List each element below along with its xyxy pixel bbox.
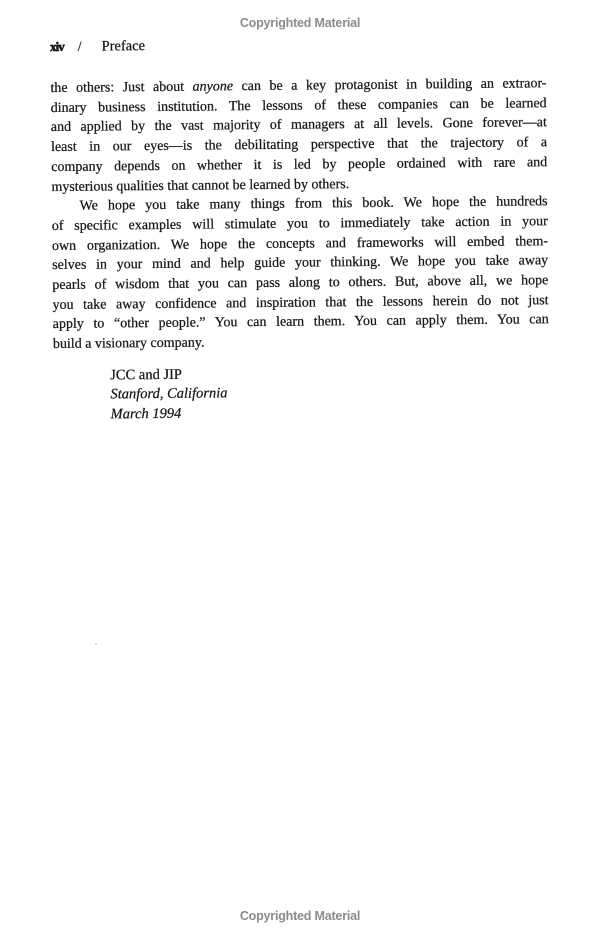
scan-artifact — [95, 643, 97, 645]
scanned-page-content — [50, 34, 550, 425]
signature-date: March 1994 — [110, 405, 182, 423]
emphasized-text: anyone — [192, 79, 234, 95]
header-separator: / — [77, 39, 82, 55]
signature-location: Stanford, California — [110, 385, 228, 403]
text-segment: the others: Just about — [50, 79, 193, 96]
signature-initials: JCC and JIP — [110, 366, 183, 384]
body-text — [50, 74, 549, 355]
text-segment: and applied by the vast majority of managers at all levels. Gone forever—at — [50, 115, 547, 136]
text-segment: dinary business institution. The lessons of these companies can be learned — [50, 95, 547, 116]
text-segment: apply to “other people.” You can learn them. You can apply them. You can — [52, 312, 549, 333]
chapter-title: Preface — [101, 38, 146, 55]
page-number: xiv — [50, 38, 64, 54]
text-segment: We hope you take many things from this book. We hope the hundreds — [79, 194, 548, 214]
text-segment: least in our eyes—is the debilitating perspective that the trajectory of a — [50, 135, 548, 156]
body-line — [53, 330, 549, 354]
copyright-watermark-top: Copyrighted Material — [239, 16, 361, 30]
text-segment: company depends on whether it is led by people ordained with rare and — [51, 155, 548, 175]
page-header — [50, 34, 546, 57]
signature-block — [110, 362, 550, 425]
text-segment: own organization. We hope the concepts and frameworks will embed them- — [51, 233, 549, 254]
text-segment: selves in your mind and help guide your thinking. We hope you take away — [52, 253, 549, 274]
text-segment: can be a key protagonist in building an extraor- — [232, 76, 547, 95]
text-segment: you take away confidence and inspiration that the lessons herein do not just — [52, 292, 549, 313]
text-segment: build a visionary company. — [52, 335, 205, 353]
copyright-watermark-bottom: Copyrighted Material — [239, 909, 361, 923]
text-segment: mysterious qualities that cannot be learned by others. — [51, 176, 350, 195]
text-segment: pearls of wisdom that you can pass along to others. But, above all, we hope — [52, 273, 549, 294]
text-segment: of specific examples will stimulate you to immediately take action in your — [51, 214, 548, 234]
